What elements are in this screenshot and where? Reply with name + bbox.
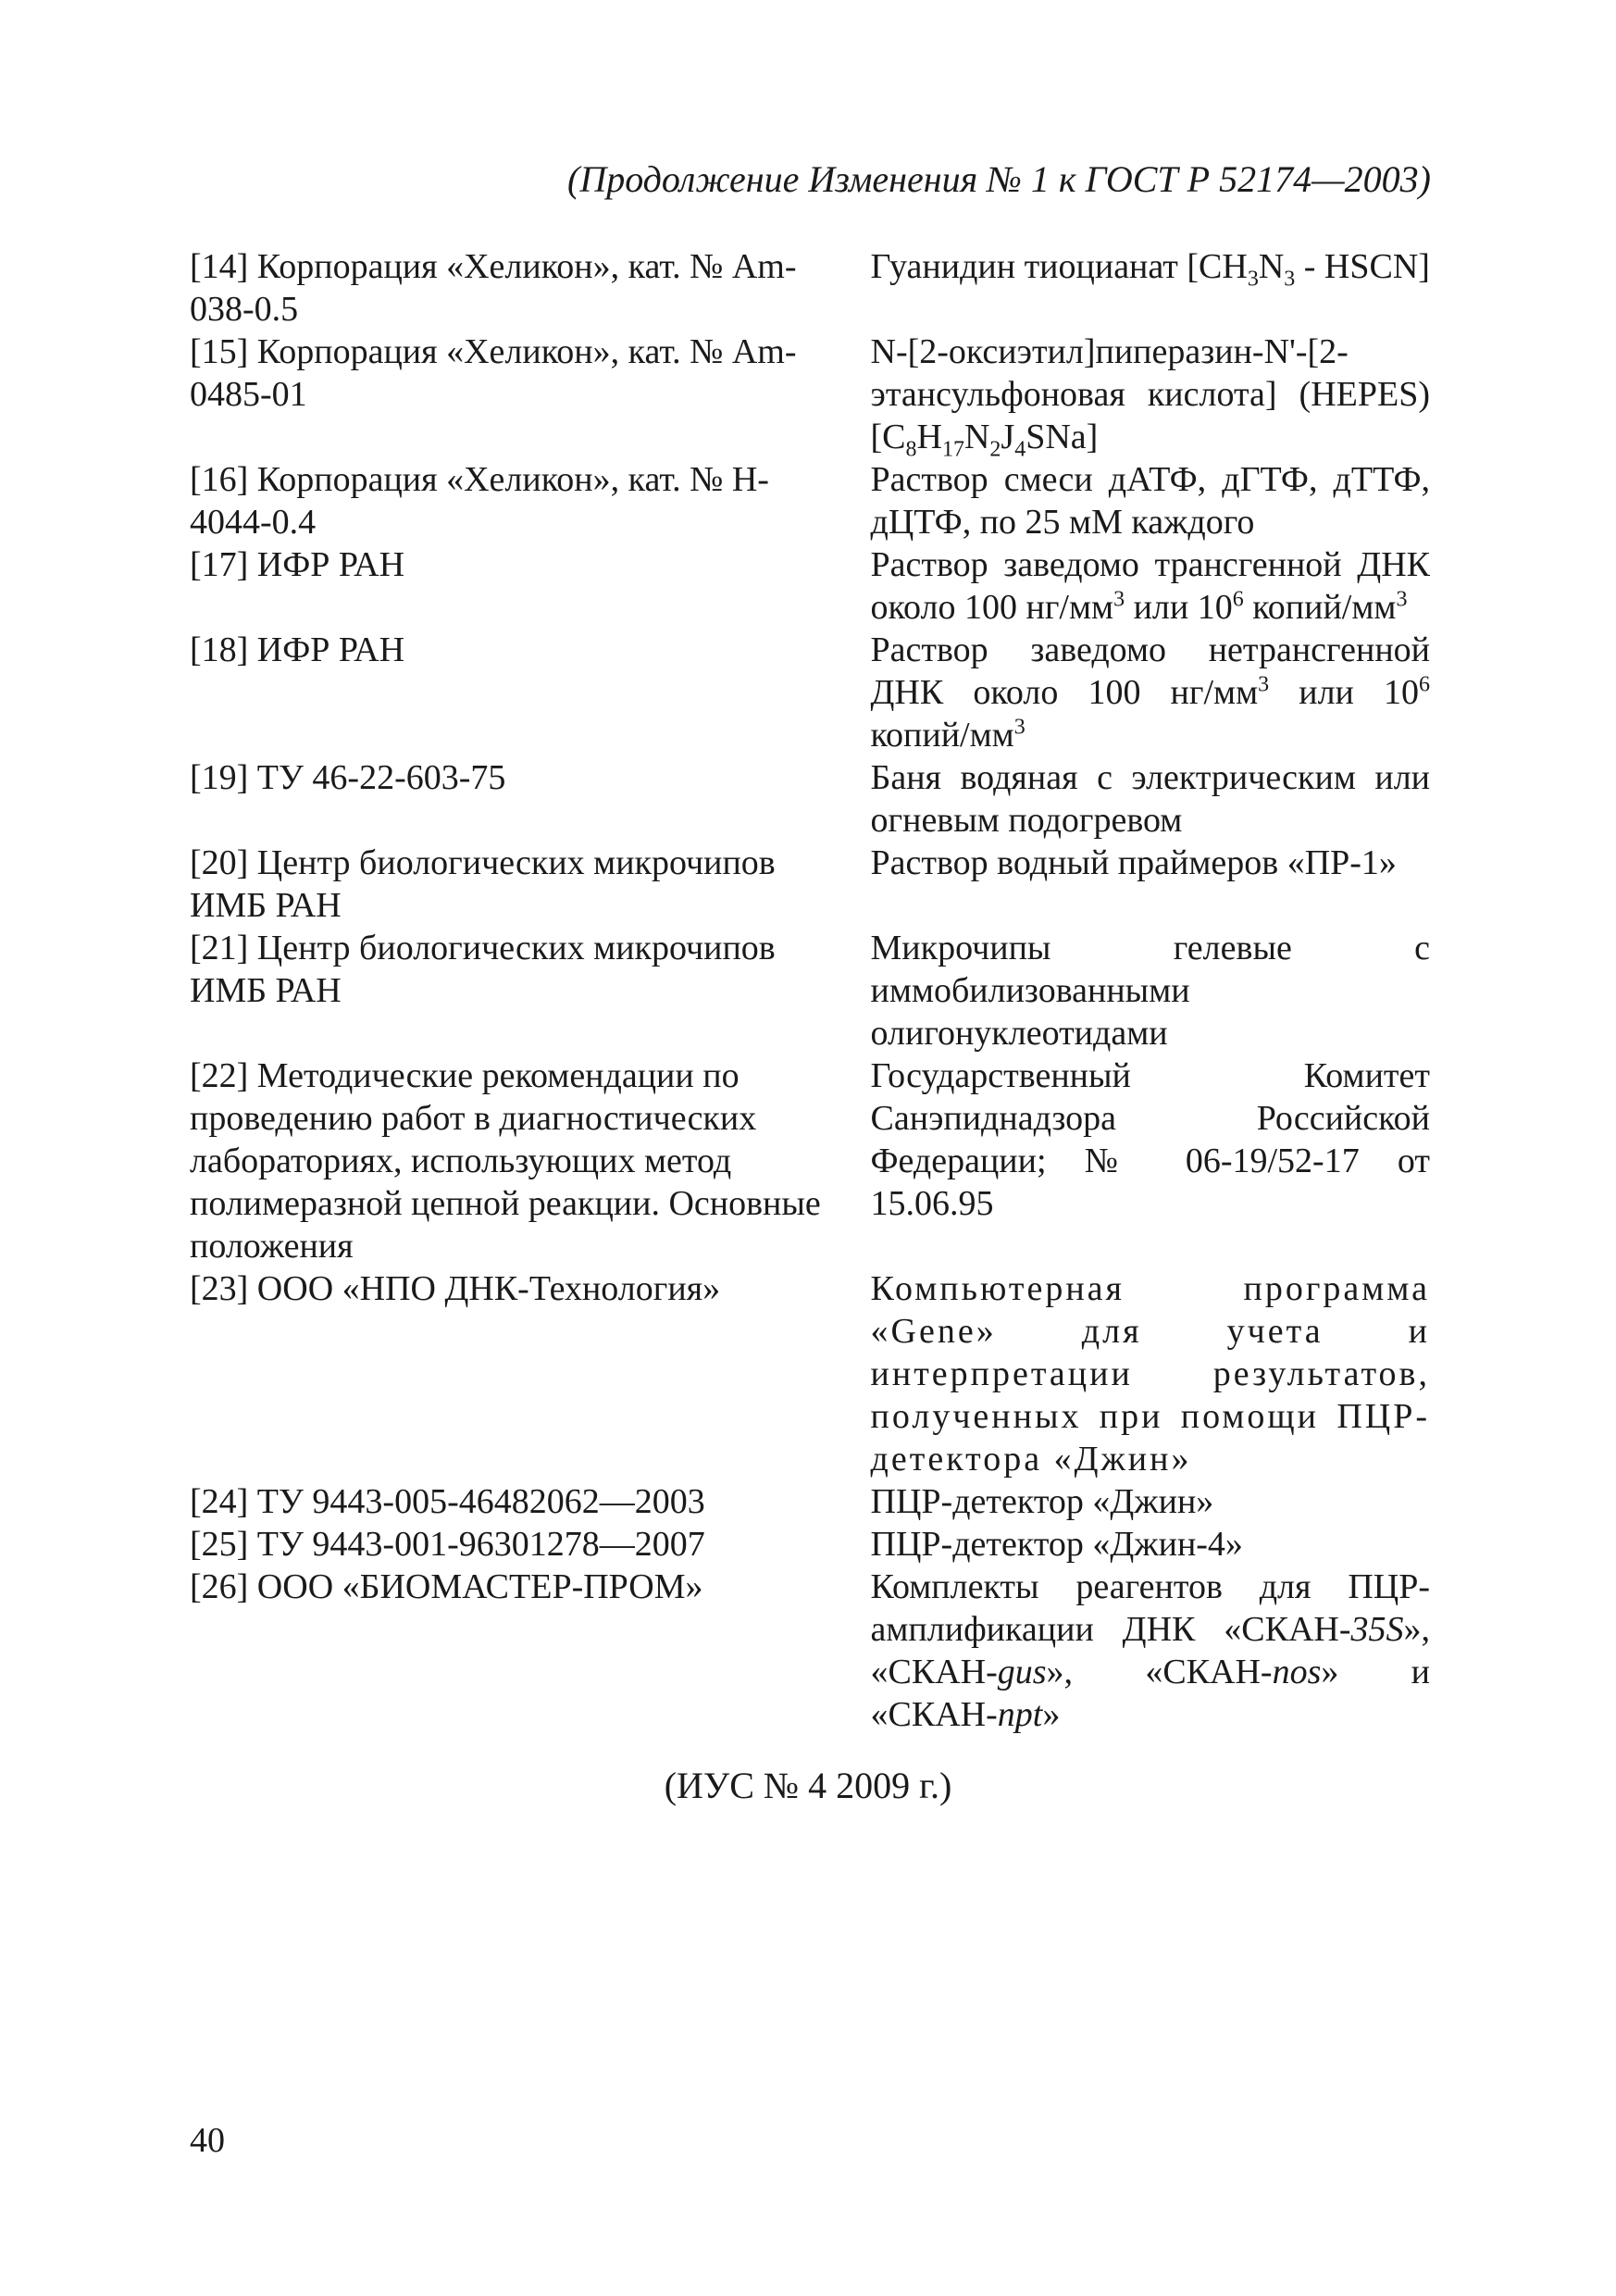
reference-row <box>190 331 1430 458</box>
reference-description: Раствор заведомо нетрансгенной ДНК около 100 $нг/мм^3$ или $10^6$ копий/$мм^3$ <box>870 630 1431 755</box>
reference-row <box>190 756 1430 842</box>
reference-source: [18] ИФР РАН <box>190 630 405 669</box>
page-number: 40 <box>190 2121 225 2160</box>
reference-description: Раствор водный праймеров «ПР-1» <box>870 843 1397 882</box>
reference-row <box>190 1566 1430 1736</box>
reference-description: Баня водяная с электрическим или огневым подогревом <box>870 758 1430 840</box>
reference-row <box>190 1054 1430 1267</box>
reference-description: Раствор смеси дАТФ, дГТФ, дТТФ, дЦТФ, по 25 мМ каждого <box>870 460 1430 542</box>
reference-description: Государственный Комитет Санэпиднадзора Российской Федерации; № 06-19/52-17 от 15.06.95 <box>870 1056 1430 1223</box>
reference-description: Микрочипы гелевые с иммобилизованными олигонуклеотидами <box>870 929 1430 1053</box>
references-table <box>190 245 1430 1736</box>
reference-source: [19] ТУ 46-22-603-75 <box>190 758 506 797</box>
reference-row <box>190 1523 1430 1566</box>
reference-row <box>190 458 1430 543</box>
reference-row <box>190 1267 1430 1480</box>
reference-row <box>190 842 1430 927</box>
reference-source: [20] Центр биологических микрочипов ИМБ РАН <box>190 843 776 925</box>
reference-description: N-[2-оксиэтил]пиперазин-N'-[2-этансульфоновая кислота] (HEPES) $[C_8H_{17}N_2J_4SNa]$ <box>870 332 1430 462</box>
reference-row <box>190 543 1430 629</box>
reference-source: [17] ИФР РАН <box>190 545 405 584</box>
reference-description: Раствор заведомо трансгенной ДНК около 100 $нг/мм^3$ или $10^6$ копий/$мм^3$ <box>870 545 1430 627</box>
references-body <box>190 245 1430 1736</box>
reference-source: [14] Корпорация «Хеликон», кат. № Am-038-0.5 <box>190 247 797 329</box>
reference-description: Компьютерная программа «Gene» для учета и интерпретации результатов, полученных при помощи ПЦР-детектора «Джин» <box>870 1269 1430 1479</box>
reference-source: [24] ТУ 9443-005-46482062—2003 <box>190 1482 705 1521</box>
reference-source: [22] Методические рекомендации по проведению работ в диагностических лабораториях, использующих метод полимеразной цепной реакции. Основные положения <box>190 1056 821 1266</box>
ius-reference: (ИУС № 4 2009 г.) <box>664 1765 952 1806</box>
reference-description: ПЦР-детектор «Джин-4» <box>870 1525 1243 1564</box>
reference-source: [16] Корпорация «Хеликон», кат. № H-4044-0.4 <box>190 460 769 542</box>
reference-description: ПЦР-детектор «Джин» <box>870 1482 1214 1521</box>
reference-row <box>190 927 1430 1054</box>
reference-description: Гуанидин тиоцианат [$CH_3N_3$ - HSCN] <box>870 247 1430 292</box>
page-header: (Продолжение Изменения № 1 к ГОСТ Р 52174—2003) <box>567 158 1431 200</box>
reference-source: [26] ООО «БИОМАСТЕР-ПРОМ» <box>190 1567 703 1606</box>
reference-source: [15] Корпорация «Хеликон», кат. № Am-0485-01 <box>190 332 797 414</box>
reference-row <box>190 245 1430 331</box>
reference-row <box>190 629 1430 756</box>
reference-row <box>190 1480 1430 1523</box>
reference-source: [21] Центр биологических микрочипов ИМБ РАН <box>190 929 776 1010</box>
reference-description: Комплекты реагентов для ПЦР-амплификации ДНК «СКАН-35S», «СКАН-gus», «СКАН-nos» и «СКАН-npt» <box>870 1567 1430 1734</box>
reference-source: [23] ООО «НПО ДНК-Технология» <box>190 1269 721 1308</box>
reference-source: [25] ТУ 9443-001-96301278—2007 <box>190 1525 705 1564</box>
